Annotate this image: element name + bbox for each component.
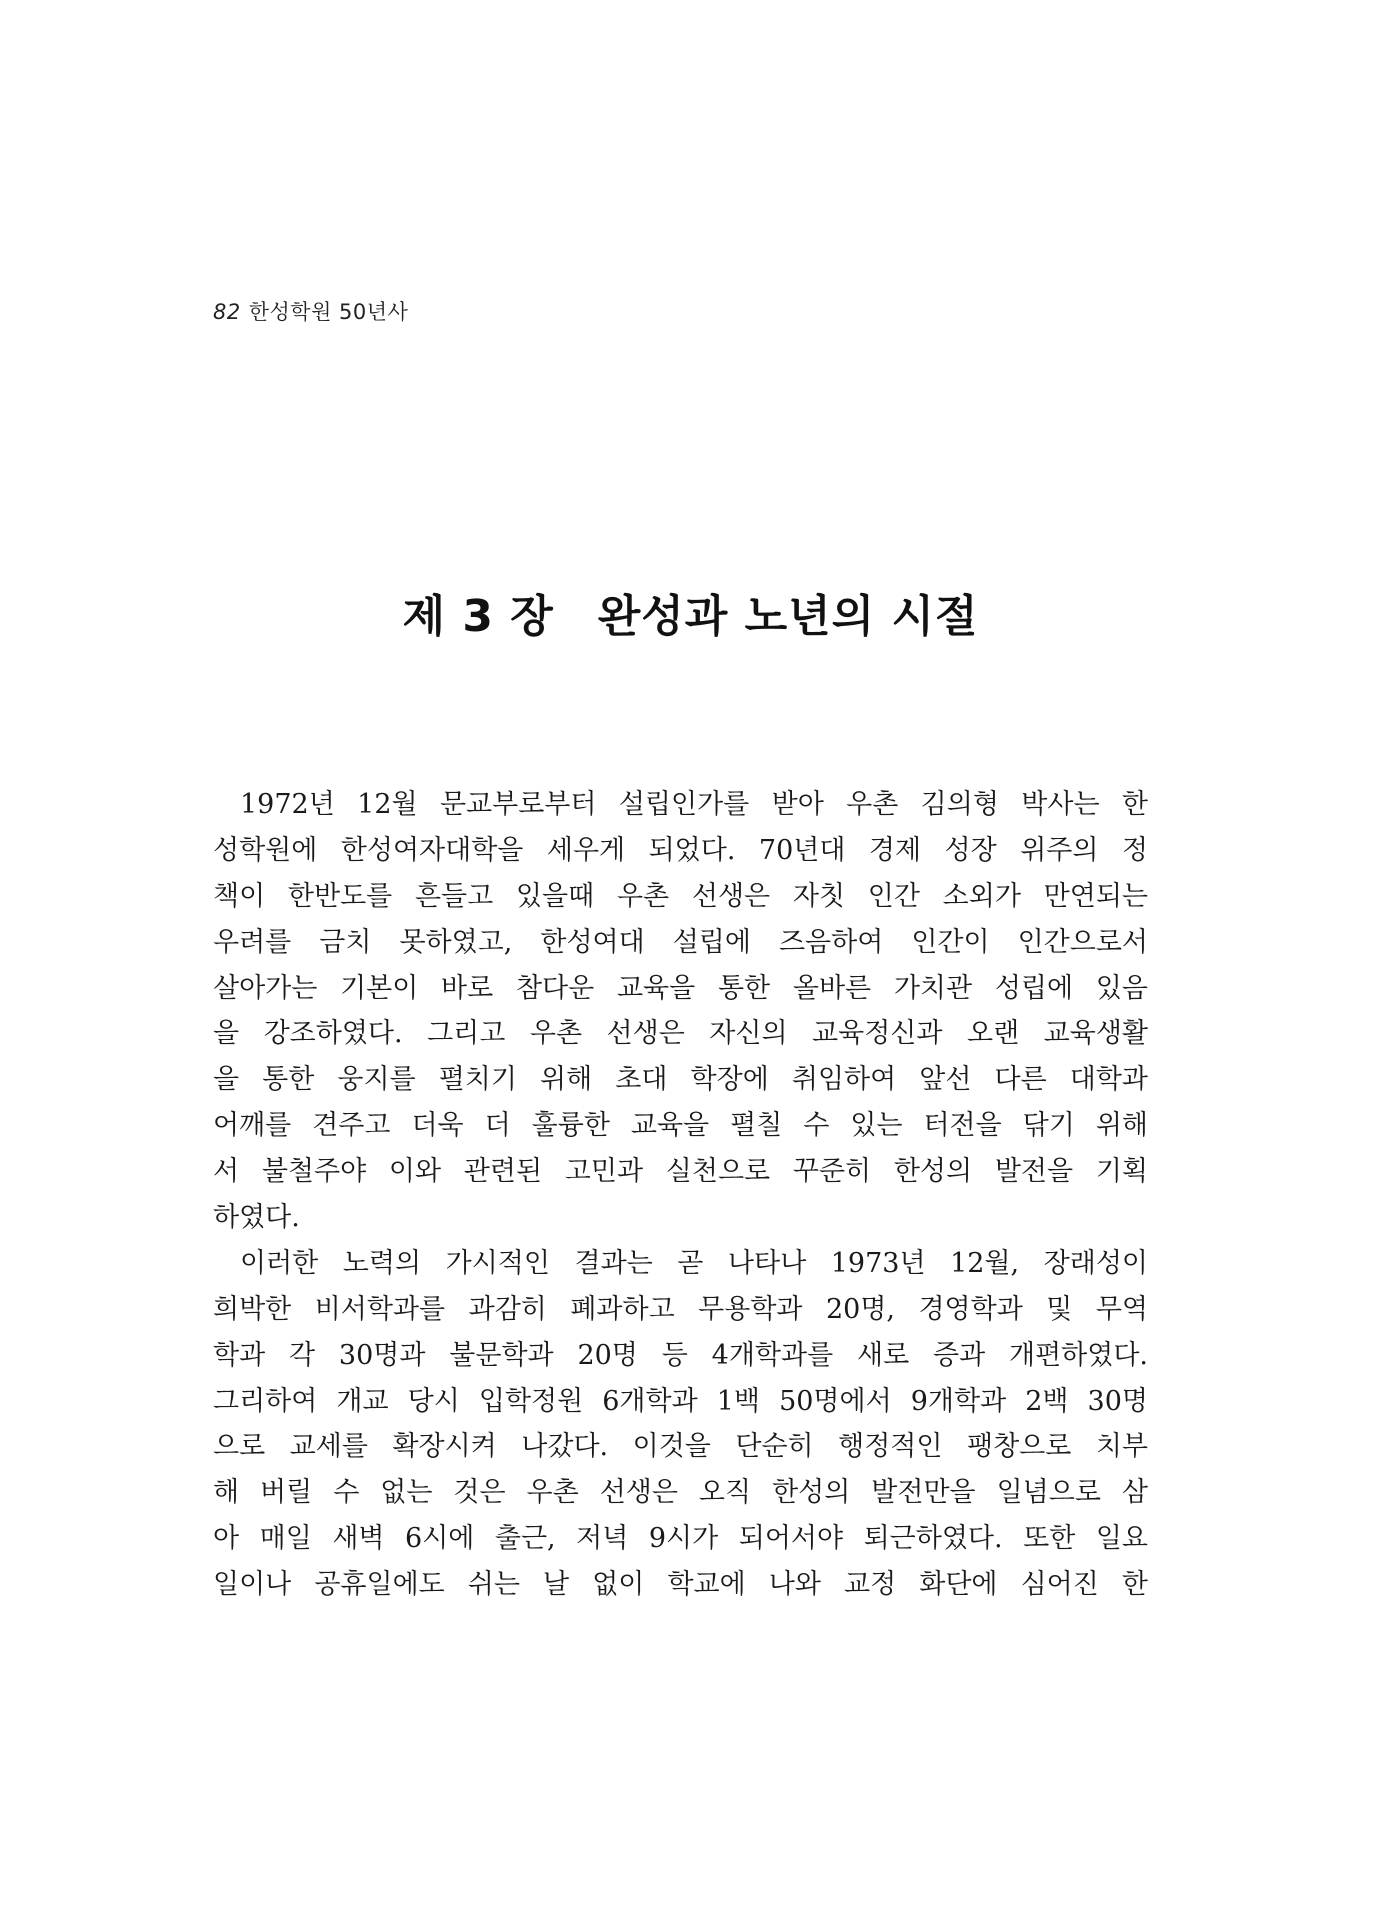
running-header <box>213 296 408 326</box>
text-line: 일이나 공휴일에도 쉬는 날 없이 학교에 나와 교정 화단에 심어진 한 <box>213 1569 1148 1601</box>
text-line: 학과 각 30명과 불문학과 20명 등 4개학과를 새로 증과 개편하였다. <box>213 1339 1148 1371</box>
text-line: 이러한 노력의 가시적인 결과는 곧 나타나 1973년 12월, 장래성이 <box>240 1247 1148 1279</box>
text-line: 1972년 12월 문교부로부터 설립인가를 받아 우촌 김의형 박사는 한 <box>240 789 1148 820</box>
text-line: 하였다. <box>213 1202 300 1234</box>
text-line: 우려를 금치 못하였고, 한성여대 설립에 즈음하여 인간이 인간으로서 <box>213 926 1148 958</box>
text-line: 으로 교세를 확장시켜 나갔다. 이것을 단순히 행정적인 팽창으로 치부 <box>213 1431 1148 1463</box>
text-line: 성학원에 한성여자대학을 세우게 되었다. 70년대 경제 성장 위주의 정 <box>213 834 1148 866</box>
text-line: 아 매일 새벽 6시에 출근, 저녁 9시가 되어서야 퇴근하였다. 또한 일요 <box>213 1523 1148 1555</box>
text-line: 서 불철주야 이와 관련된 고민과 실천으로 꾸준히 한성의 발전을 기획 <box>213 1156 1148 1188</box>
text-line: 해 버릴 수 없는 것은 우촌 선생은 오직 한성의 발전만을 일념으로 삼 <box>213 1477 1148 1509</box>
text-line: 어깨를 견주고 더욱 더 훌륭한 교육을 펼칠 수 있는 터전을 닦기 위해 <box>213 1110 1148 1142</box>
page-number: 82 <box>213 300 241 324</box>
chapter-title: 완성과 노년의 시절 <box>597 591 979 642</box>
book-title: 한성학원 50년사 <box>248 300 409 324</box>
text-line: 을 통한 웅지를 펼치기 위해 초대 학장에 취임하여 앞선 다른 대학과 <box>213 1064 1148 1096</box>
chapter-heading <box>0 580 1381 644</box>
text-line: 살아가는 기본이 바로 참다운 교육을 통한 올바른 가치관 성립에 있음 <box>213 972 1148 1004</box>
text-line: 을 강조하였다. 그리고 우촌 선생은 자신의 교육정신과 오랜 교육생활 <box>213 1018 1148 1050</box>
text-line: 책이 한반도를 흔들고 있을때 우촌 선생은 자칫 인간 소외가 만연되는 <box>213 880 1148 912</box>
chapter-label: 제 3 장 <box>402 591 554 642</box>
text-line: 희박한 비서학과를 과감히 폐과하고 무용학과 20명, 경영학과 및 무역 <box>213 1293 1148 1325</box>
text-line: 그리하여 개교 당시 입학정원 6개학과 1백 50명에서 9개학과 2백 30명 <box>213 1385 1148 1417</box>
body-text <box>213 782 1148 1608</box>
